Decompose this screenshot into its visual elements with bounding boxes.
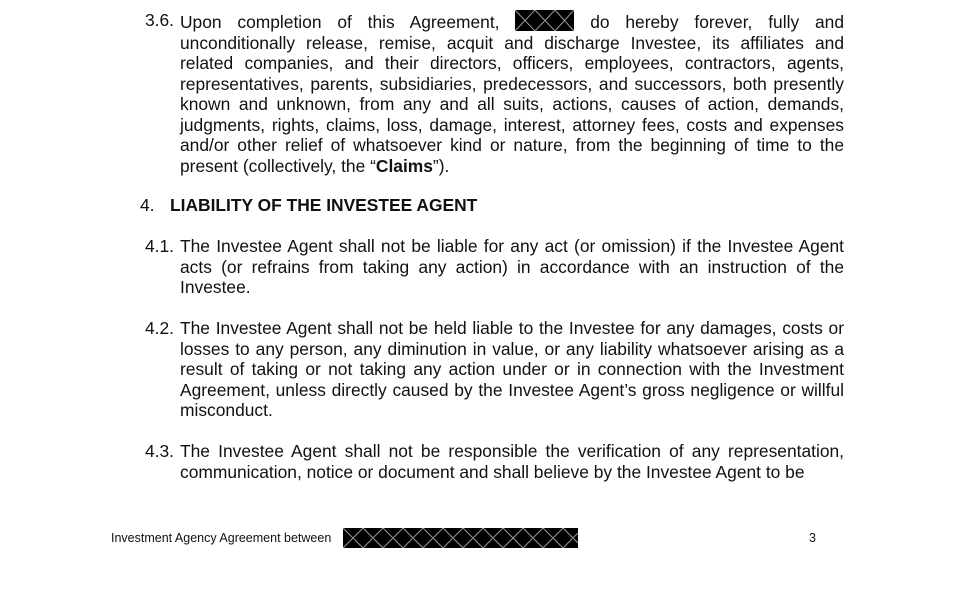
- section-title: LIABILITY OF THE INVESTEE AGENT: [170, 195, 478, 215]
- clause-number: 4.1.: [145, 236, 175, 256]
- clause-text: Upon completion of this Agreement,: [180, 12, 500, 32]
- clause-number: 4.3.: [145, 441, 175, 461]
- section-number: 4.: [140, 195, 155, 215]
- clause-text: do hereby forever, fully and unconditionally release, remise, acquit and discharge Investee, its affiliates and related companies, and their directors, officers, employees, contractors, agents, representatives, parents, subsidiaries, predecessors, and successors, both presently known and unknown, from any and all suits, actions, causes of action, demands, judgments, rights, claims, loss, damage, interest, attorney fees, costs and expenses and/or other relief of whatsoever kind or nature, from the beginning of time to the present (collectively, the “: [180, 12, 844, 176]
- clause-body: The Investee Agent shall not be liable for any act (or omission) if the Investee Agent acts (or refrains from taking any action) in accordance with an instruction of the Investee.: [180, 236, 844, 297]
- clause-body: The Investee Agent shall not be held liable to the Investee for any damages, costs or losses to any person, any diminution in value, or any liability whatsoever arising as a result of taking or not taking any action under or in connection with the Investment Agreement, unless directly caused by the Investee Agent’s gross negligence or willful misconduct.: [180, 318, 844, 420]
- footer-redaction-block: [343, 528, 578, 548]
- defined-term-claims: Claims: [375, 155, 433, 176]
- clause-4-1: [145, 236, 844, 298]
- clause-4-2: [145, 318, 844, 421]
- redaction-block: [515, 10, 574, 31]
- clause-text-end: ”).: [432, 155, 450, 176]
- clause-number: 4.2.: [145, 318, 175, 338]
- section-heading: [140, 195, 477, 216]
- clause-4-3: [145, 441, 844, 482]
- footer-text: Investment Agency Agreement between: [111, 531, 332, 545]
- clause-body: [180, 10, 844, 176]
- page-footer: [111, 528, 816, 548]
- page-number: 3: [809, 531, 816, 545]
- clause-3-6: [145, 10, 844, 176]
- clause-body: The Investee Agent shall not be responsible the verification of any representation, communication, notice or document and shall believe by the Investee Agent to be: [180, 441, 844, 482]
- clause-number: 3.6.: [145, 10, 175, 30]
